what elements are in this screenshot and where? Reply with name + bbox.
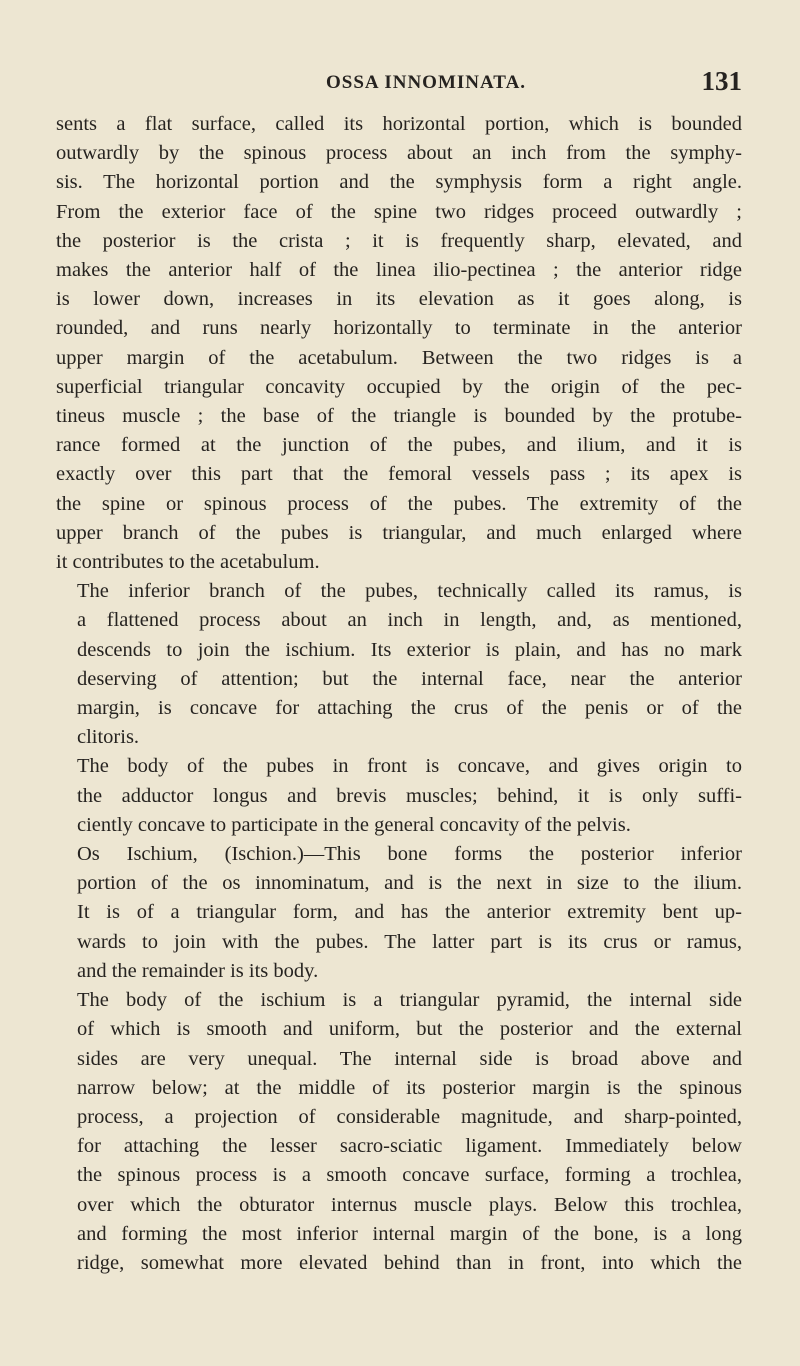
text-line: portion of the os innominatum, and is the next in size to the ilium.	[77, 872, 742, 895]
text-line: ciently concave to participate in the general concavity of the pelvis.	[77, 813, 631, 836]
text-line: a flattened process about an inch in length, and, as mentioned,	[77, 609, 742, 632]
text-line: exactly over this part that the femoral vessels pass ; its apex is	[56, 463, 742, 486]
text-line: the spine or spinous process of the pubes. The extremity of the	[56, 492, 742, 515]
running-title: OSSA INNOMINATA.	[326, 72, 527, 93]
text-line: rance formed at the junction of the pubes, and ilium, and it is	[56, 434, 742, 457]
paragraph	[56, 110, 742, 577]
text-line: sents a flat surface, called its horizontal portion, which is bounded	[56, 113, 742, 135]
text-line: From the exterior face of the spine two ridges proceed outwardly ;	[56, 200, 742, 223]
body-text	[56, 110, 742, 1278]
text-line: The inferior branch of the pubes, technically called its ramus, is	[77, 580, 742, 603]
text-line: descends to join the ischium. Its exterior is plain, and has no mark	[77, 638, 742, 661]
text-line: upper margin of the acetabulum. Between the two ridges is a	[56, 346, 742, 369]
text-line: The body of the ischium is a triangular pyramid, the internal side	[77, 989, 742, 1012]
paragraph	[56, 752, 742, 840]
text-line: wards to join with the pubes. The latter part is its crus or ramus,	[77, 930, 742, 953]
text-line: and the remainder is its body.	[77, 959, 319, 982]
paragraph	[56, 577, 742, 752]
text-line: of which is smooth and uniform, but the posterior and the external	[77, 1018, 742, 1041]
text-line: upper branch of the pubes is triangular, and much enlarged where	[56, 521, 742, 544]
text-line: sides are very unequal. The internal side is broad above and	[77, 1047, 742, 1070]
text-line: and forming the most inferior internal margin of the bone, is a long	[77, 1222, 742, 1245]
text-line: it contributes to the acetabulum.	[56, 551, 320, 574]
text-line: over which the obturator internus muscle plays. Below this trochlea,	[77, 1193, 742, 1216]
text-line: deserving of attention; but the internal face, near the anterior	[77, 667, 742, 690]
text-line: ridge, somewhat more elevated behind than in front, into which the	[77, 1251, 742, 1274]
page-header	[0, 66, 800, 100]
text-line: for attaching the lesser sacro-sciatic ligament. Immediately below	[77, 1135, 742, 1158]
text-line: margin, is concave for attaching the crus of the penis or of the	[77, 697, 742, 720]
text-line: makes the anterior half of the linea ilio-pectinea ; the anterior ridge	[56, 259, 742, 282]
text-line: Os Ischium, (Ischion.)—This bone forms the posterior inferior	[77, 843, 742, 866]
text-line: The body of the pubes in front is concave, and gives origin to	[77, 755, 742, 778]
text-line: outwardly by the spinous process about an inch from the symphy-	[56, 142, 742, 165]
paragraph	[56, 986, 742, 1278]
text-line: rounded, and runs nearly horizontally to terminate in the anterior	[56, 317, 742, 340]
page-number: 131	[701, 66, 742, 96]
text-line: the adductor longus and brevis muscles; behind, it is only suffi-	[77, 784, 742, 807]
text-line: narrow below; at the middle of its posterior margin is the spinous	[77, 1076, 742, 1099]
text-line: process, a projection of considerable magnitude, and sharp-pointed,	[77, 1105, 742, 1128]
text-line: the spinous process is a smooth concave surface, forming a trochlea,	[77, 1164, 742, 1187]
text-line: is lower down, increases in its elevation as it goes along, is	[56, 288, 742, 311]
text-line: the posterior is the crista ; it is frequently sharp, elevated, and	[56, 229, 742, 252]
text-line: clitoris.	[77, 726, 140, 749]
text-line: superficial triangular concavity occupied by the origin of the pec-	[56, 375, 742, 398]
text-line: It is of a triangular form, and has the anterior extremity bent up-	[77, 901, 742, 924]
text-line: sis. The horizontal portion and the symphysis form a right angle.	[56, 171, 742, 194]
text-line: tineus muscle ; the base of the triangle is bounded by the protube-	[56, 405, 742, 428]
paragraph	[56, 840, 742, 986]
